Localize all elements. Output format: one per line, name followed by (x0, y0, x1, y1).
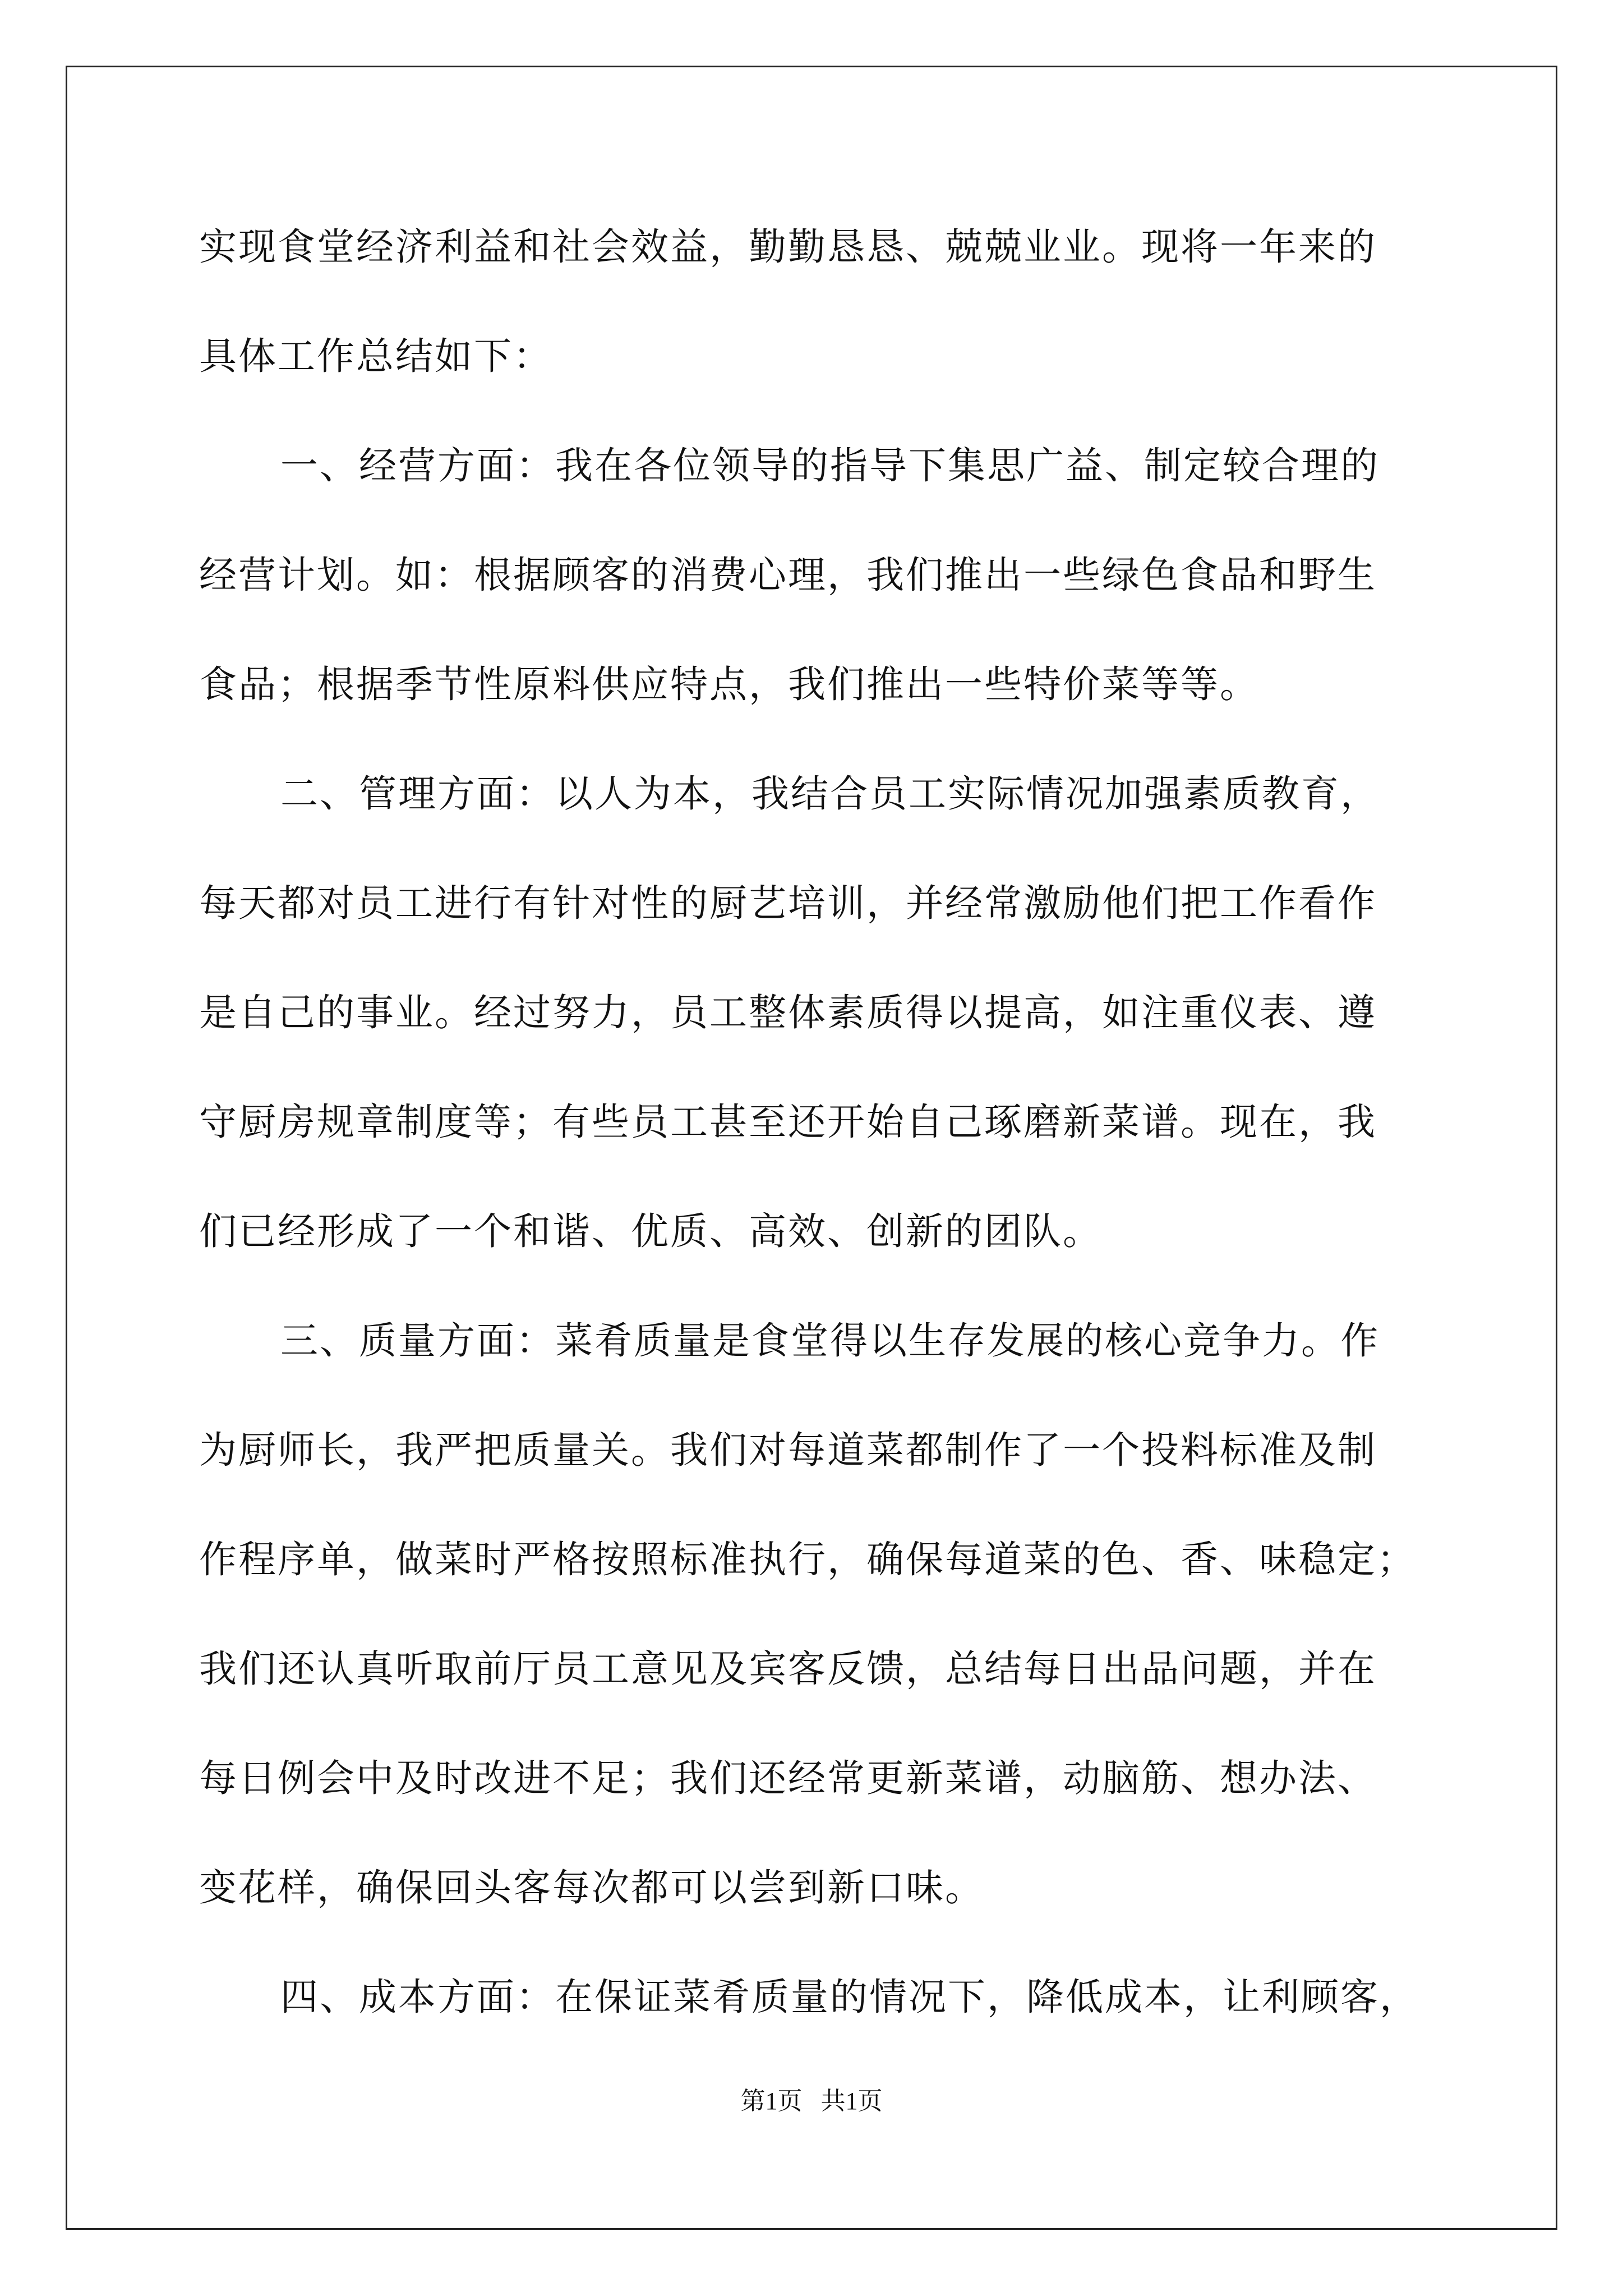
body-line-4: 经营计划。如：根据顾客的消费心理，我们推出一些绿色食品和野生 (199, 553, 1377, 597)
body-line-15: 每日例会中及时改进不足；我们还经常更新菜谱，动脑筋、想办法、 (199, 1756, 1377, 1800)
body-line-1: 实现食堂经济利益和社会效益，勤勤恳恳、兢兢业业。现将一年来的 (199, 225, 1377, 269)
body-line-5: 食品；根据季节性原料供应特点，我们推出一些特价菜等等。 (199, 662, 1259, 706)
body-line-7: 每天都对员工进行有针对性的厨艺培训，并经常激励他们把工作看作 (199, 881, 1377, 925)
body-line-2: 具体工作总结如下： (199, 334, 552, 378)
body-line-8: 是自己的事业。经过努力，员工整体素质得以提高，如注重仪表、遵 (199, 991, 1377, 1034)
body-line-12: 为厨师长，我严把质量关。我们对每道菜都制作了一个投料标准及制 (199, 1428, 1377, 1472)
page-total: 共1页 (820, 2087, 883, 2115)
body-line-10: 们已经形成了一个和谐、优质、高效、创新的团队。 (199, 1209, 1102, 1253)
section-4-heading-line: 四、成本方面：在保证菜肴质量的情况下，降低成本，让利顾客， (280, 1975, 1419, 2019)
section-1-heading-line: 一、经营方面：我在各位领导的指导下集思广益、制定较合理的 (280, 444, 1380, 487)
section-2-heading-line: 二、管理方面：以人为本，我结合员工实际情况加强素质教育， (280, 772, 1380, 816)
section-3-heading-line: 三、质量方面：菜肴质量是食堂得以生存发展的核心竞争力。作 (280, 1319, 1380, 1363)
page-footer (0, 2085, 1623, 2118)
body-line-13: 作程序单，做菜时严格按照标准执行，确保每道菜的色、香、味稳定； (199, 1538, 1416, 1581)
body-line-16: 变花样，确保回头客每次都可以尝到新口味。 (199, 1866, 984, 1910)
body-line-14: 我们还认真听取前厅员工意见及宾客反馈，总结每日出品问题，并在 (199, 1647, 1377, 1691)
body-line-9: 守厨房规章制度等；有些员工甚至还开始自己琢磨新菜谱。现在，我 (199, 1100, 1377, 1144)
page-number: 第1页 (740, 2087, 803, 2115)
